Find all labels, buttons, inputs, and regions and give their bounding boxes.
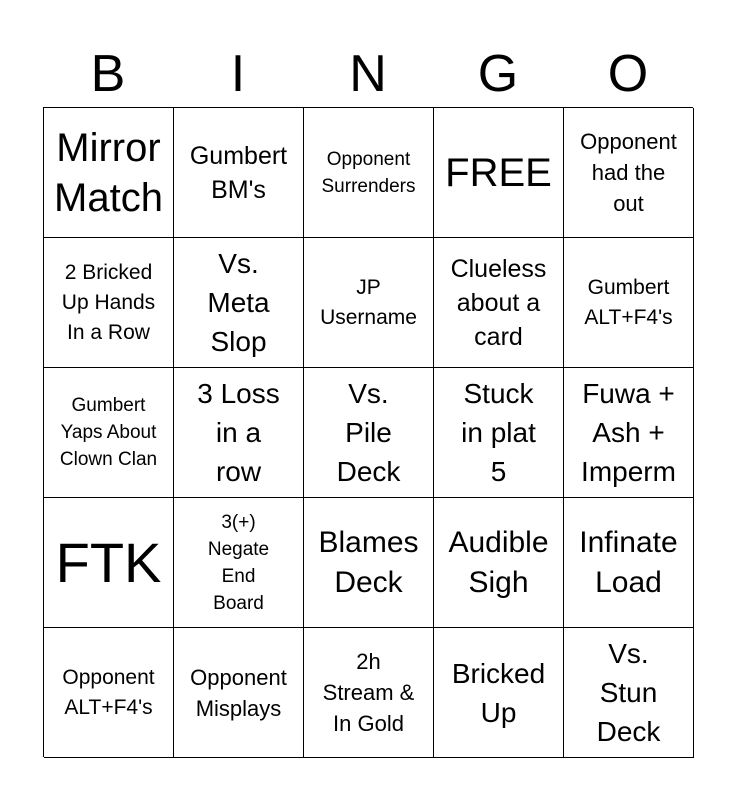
cell-text: Opponent ALT+F4's [62, 665, 155, 719]
bingo-cell[interactable] [44, 498, 174, 628]
cell-text: FREE [445, 150, 552, 195]
bingo-cell[interactable] [564, 238, 694, 368]
cell-text: Vs. Meta Slop [207, 248, 270, 357]
cell-text: Opponent had the out [580, 129, 677, 216]
bingo-cell[interactable] [304, 628, 434, 758]
header-letter-i: I [230, 45, 246, 103]
bingo-cell[interactable] [564, 368, 694, 498]
bingo-cell[interactable] [304, 108, 434, 238]
cell-text: JP Username [320, 275, 417, 329]
bingo-grid [43, 107, 693, 757]
bingo-cell[interactable] [174, 368, 304, 498]
bingo-cell[interactable] [44, 628, 174, 758]
cell-text: Fuwa + Ash + Imperm [581, 378, 676, 487]
cell-text: Opponent Misplays [190, 664, 287, 721]
cell-text: Audible Sigh [448, 525, 549, 599]
bingo-cell[interactable] [564, 628, 694, 758]
cell-text: 2 Bricked Up Hands In a Row [61, 260, 156, 344]
bingo-cell[interactable] [304, 498, 434, 628]
cell-text: Bricked Up [451, 657, 546, 728]
bingo-cell[interactable] [174, 108, 304, 238]
bingo-cell[interactable] [434, 628, 564, 758]
cell-text: Vs. Stun Deck [596, 638, 661, 747]
bingo-cell[interactable] [304, 368, 434, 498]
bingo-cell[interactable] [44, 368, 174, 498]
cell-text: 3(+) Negate End Board [207, 511, 270, 614]
cell-text: Mirror Match [54, 125, 163, 220]
cell-text: FTK [55, 530, 162, 594]
cell-text: Clueless about a card [450, 254, 547, 351]
bingo-cell[interactable] [564, 108, 694, 238]
header-letter-n: N [349, 45, 387, 103]
cell-text: Gumbert Yaps About Clown Clan [59, 395, 158, 470]
bingo-cell[interactable] [304, 238, 434, 368]
header-letter-o: O [607, 45, 649, 103]
bingo-cell[interactable] [564, 498, 694, 628]
cell-text: Stuck in plat 5 [461, 378, 536, 487]
cell-text: Gumbert BM's [189, 141, 288, 204]
bingo-header [43, 40, 693, 108]
free-space-cell[interactable] [434, 108, 564, 238]
header-letter-g: G [477, 45, 519, 103]
bingo-cell[interactable] [434, 368, 564, 498]
cell-text: Gumbert ALT+F4's [584, 275, 673, 329]
cell-text: 2h Stream & In Gold [322, 649, 415, 736]
header-letter-b: B [90, 45, 126, 103]
bingo-cell[interactable] [434, 498, 564, 628]
bingo-cell[interactable] [174, 628, 304, 758]
bingo-cell[interactable] [44, 238, 174, 368]
bingo-cell[interactable] [174, 498, 304, 628]
cell-text: Opponent Surrenders [321, 148, 416, 197]
cell-text: Blames Deck [318, 525, 419, 599]
cell-text: Vs. Pile Deck [336, 378, 401, 487]
bingo-cell[interactable] [174, 238, 304, 368]
bingo-cell[interactable] [44, 108, 174, 238]
bingo-cell[interactable] [434, 238, 564, 368]
cell-text: 3 Loss in a row [197, 378, 280, 487]
cell-text: Infinate Load [579, 525, 678, 599]
